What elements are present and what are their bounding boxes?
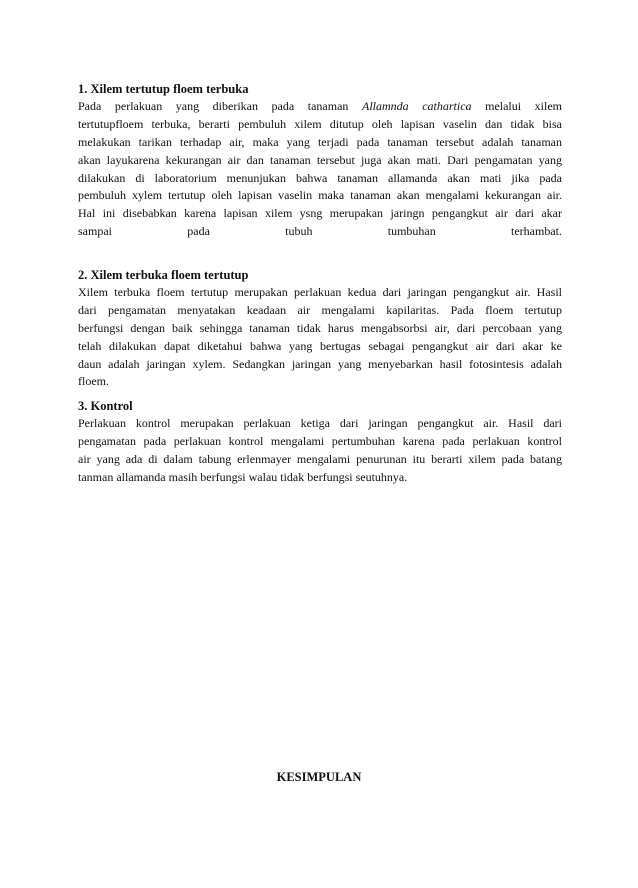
section-paragraph <box>78 415 562 487</box>
section-paragraph <box>78 98 562 241</box>
paragraph-line: sampai pada tubuh tumbuhan terhambat. <box>78 224 562 239</box>
paragraph-line: air yang ada di dalam tabung erlenmayer mengalami penurunan itu berarti xilem pada batang <box>78 451 562 466</box>
paragraph-line: melakukan tarikan terhadap air, maka yang terjadi pada tanaman tersebut adalah tanaman <box>78 134 562 149</box>
section-heading: 2. Xilem terbuka floem tertutup <box>78 268 249 282</box>
paragraph-line: dilakukan di laboratorium menunjukan bahwa tanaman allamanda akan mati jika pada <box>78 170 562 185</box>
paragraph-line: Hal ini disebabkan karena lapisan xilem ysng merupakan jaringn pengangkut air dari akar <box>78 206 562 221</box>
species-name: Allamnda cathartica <box>361 99 472 113</box>
paragraph-line: tanman allamanda masih berfungsi walau tidak berfungsi seutuhnya. <box>78 469 408 484</box>
paragraph-line: floem. <box>78 374 109 389</box>
paragraph-line: berfungsi dengan baik sehingga tanaman tidak harus mengabsorbsi air, dari percobaan yang <box>78 320 562 335</box>
paragraph-line: telah dilakukan dapat diketahui bahwa yang bertugas sebagai pengangkut air dari akar ke <box>78 338 562 353</box>
section-kontrol <box>78 397 562 487</box>
paragraph-line: akan layukarena kekurangan air dan tanaman tersebut juga akan mati. Dari pengamatan yang <box>78 152 562 167</box>
paragraph-line: daun adalah jaringan xylem. Sedangkan jaringan yang menyebarkan hasil fotosintesis adalah <box>78 356 562 371</box>
section-xilem-terbuka <box>78 266 562 391</box>
paragraph-line: tertutupfloem terbuka, berarti pembuluh xilem ditutup oleh lapisan vaselin dan tidak bisa <box>78 116 562 131</box>
paragraph-line: pembuluh xylem tertutup oleh lapisan vaselin maka tanaman akan mengalami kekurangan air. <box>78 188 562 203</box>
section-paragraph <box>78 284 562 391</box>
section-heading: 3. Kontrol <box>78 399 133 413</box>
paragraph-line: dari pengamatan menyatakan keadaan air mengalami kapilaritas. Pada floem tertutup <box>78 302 562 317</box>
paragraph-line <box>78 98 562 116</box>
paragraph-line: Xilem terbuka floem tertutup merupakan perlakuan kedua dari jaringan pengangkut air. Hasil <box>78 285 562 299</box>
paragraph-line: pengamatan pada perlakuan kontrol mengalami pertumbuhan karena pada perlakuan kontrol <box>78 433 562 448</box>
section-heading: 1. Xilem tertutup floem terbuka <box>78 82 249 96</box>
text-run: melalui xilem <box>471 99 562 113</box>
text-run: Pada perlakuan yang diberikan pada tanaman <box>78 99 362 113</box>
paragraph-line: Perlakuan kontrol merupakan perlakuan ketiga dari jaringan pengangkut air. Hasil dari <box>78 416 562 430</box>
conclusion-heading: KESIMPULAN <box>276 770 362 784</box>
section-xilem-tertutup <box>78 80 562 241</box>
